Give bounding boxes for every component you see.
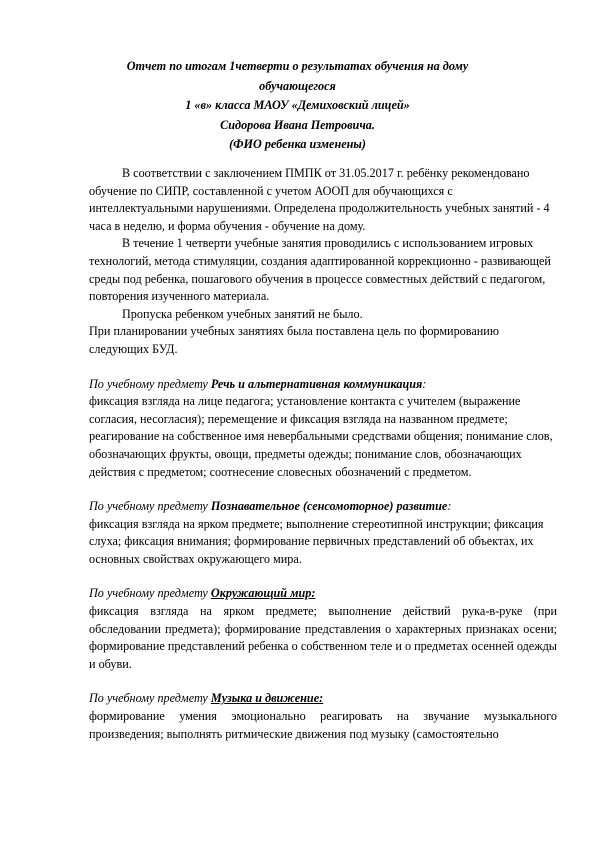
subject-name-speech: Речь и альтернативная коммуникация [210, 376, 423, 391]
subject-name-world: Окружающий мир: [210, 586, 316, 601]
title-line-5: (ФИО ребенка изменены) [229, 137, 366, 152]
title-line-2: обучающегося [259, 78, 336, 93]
subject-prefix: По учебному предмету [89, 499, 211, 514]
subject-text-music: формирование умения эмоционально реагировать на звучание музыкального произведения; выполнять ритмические движения под музыку (самостоятельно [89, 709, 557, 741]
title-line-3: 1 «в» класса МАОУ «Демиховский лицей» [185, 98, 410, 113]
subject-heading-music [89, 690, 557, 708]
spacer [89, 568, 557, 585]
title-line-4: Сидорова Ивана Петровича. [220, 117, 375, 132]
subject-name-cognitive: Познавательное (сенсомоторное) развитие [210, 499, 448, 514]
subject-heading-speech [89, 376, 557, 394]
spacer [89, 359, 557, 376]
subject-prefix: По учебному предмету [89, 691, 211, 706]
subject-text-cognitive: фиксация взгляда на ярком предмете; выполнение стереотипной инструкции; фиксация слуха; фиксация внимания; формирование первичных представлений об объектах, их основных свойствах окружающего мира. [89, 516, 544, 566]
report-body [89, 165, 557, 743]
subject-prefix: По учебному предмету [89, 376, 211, 391]
subject-suffix: : [447, 499, 452, 514]
subject-prefix: По учебному предмету [89, 586, 211, 601]
subject-heading-world [89, 585, 557, 603]
intro-paragraph-2: В течение 1 четверти учебные занятия проводились с использованием игровых технологий, метода стимуляции, создания адаптированной коррекционно - развивающей среды под ребенка, пошагового обучения в процессе совместных действий с педагогом, повторения изученного материала. [89, 236, 551, 304]
subject-name-music: Музыка и движение: [210, 691, 324, 706]
title-line-1: Отчет по итогам 1четверти о результатах обучения на дому [126, 59, 469, 73]
spacer [89, 481, 557, 498]
intro-paragraph-4: При планировании учебных занятиях была поставлена цель по формированию следующих БУД. [89, 324, 499, 356]
subject-heading-cognitive [89, 498, 557, 516]
report-title [0, 57, 595, 155]
intro-paragraph-3: Пропуска ребенком учебных занятий не было. [122, 306, 363, 321]
subject-text-speech: фиксация взгляда на лице педагога; установление контакта с учителем (выражение согласия, несогласия); перемещение и фиксация взгляда на названном предмете; реагирование на собственное имя невербальными средствами общения; понимание слов, обозначающих фрукты, овощи, предметы одежды; понимание слов, обозначающих действия с предметом; соотнесение словесных обозначений с предметом. [89, 394, 553, 479]
spacer [89, 673, 557, 690]
subject-suffix: : [422, 376, 427, 391]
intro-paragraph-1: В соответствии с заключением ПМПК от 31.05.2017 г. ребёнку рекомендовано обучение по СИПР, составленной с учетом АООП для обучающихся с интеллектуальными нарушениями. Определена продолжительность учебных занятий - 4 часа в неделю, и форма обучения - обучение на дому. [89, 166, 550, 233]
subject-text-world: фиксация взгляда на ярком предмете; выполнение действий рука-в-руке (при обследовании предмета); формирование представления о характерных признаках осени; формирование представлений ребенка о собственном теле и о предметах осенней одежды и обуви. [89, 604, 557, 671]
